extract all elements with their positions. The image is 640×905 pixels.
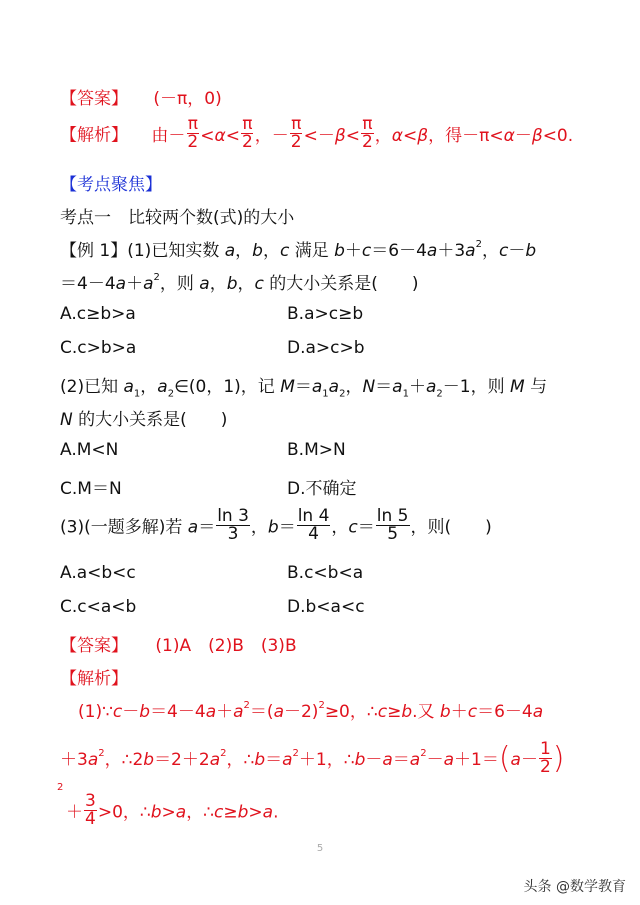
section-label: 【考点聚焦】 [60, 175, 162, 195]
q1-option-d: D.a>c>b [287, 338, 365, 358]
analysis-1-label: 【解析】 [60, 125, 128, 146]
answer-1-value: (－π，0) [153, 89, 222, 109]
watermark: 头条 @数学教育 [523, 879, 626, 895]
analysis-2-line1: $(1)\because c-b=4-4a+a^2=(a-2)^2\ge 0$，∴c≥b.又 b＋c＝6－4a [78, 700, 544, 722]
example-1-q2-line1: (2)已知 $a_1$，$a_2\in(0$，1)，记 $M=a_1a_2$，$N=a_1+a_2-1$，则 M 与 [60, 377, 548, 400]
example-1-q3: (3)(一题多解)若 a＝ $\frac{\ln 3}{3}$ ，b＝ $\frac{\ln 4}{4}$ ，c＝ $\frac{\ln 5}{5}$ ，则( ) [60, 506, 492, 544]
q1-option-c: C.c>b>a [60, 338, 137, 358]
q3-prefix: (3)(一题多解)若 [60, 517, 183, 538]
example-1-q2-line2: N 的大小关系是( ) [60, 410, 228, 430]
q1-option-a: A.c≥b>a [60, 304, 136, 324]
analysis-2-line3: ＋ $\frac{3}{4}$ >0，∴b>a，∴c≥b>a. [66, 791, 279, 829]
analysis-1-text: 由－ $\frac{\pi}{2}$ <α< $\frac{\pi}{2}$ ，－ $\frac{\pi}{2}$ <－β< $\frac{\pi}{2}$ ，α<β，得－π<α－β<0. [151, 114, 574, 152]
analysis-2-label: 【解析】 [60, 669, 128, 689]
q2-option-a: A.M<N [60, 440, 119, 460]
q1-option-b: B.a>c≥b [287, 304, 364, 324]
q2-option-b: B.M>N [287, 440, 346, 460]
example-1-q1-line2: $=4-4a+a^2$，则 a，b，c 的大小关系是( ) [60, 272, 419, 294]
page-number: 5 [316, 843, 324, 854]
answer-2 [60, 631, 297, 656]
analysis-1 [60, 114, 574, 153]
answer-2-label: 【答案】 [60, 636, 128, 656]
analysis-2-line2: $+3a^2$，$\therefore 2b=2+2a^2$，$\therefore b=a^2+1$，$\therefore b-a=a^2-a+1=(a-$ $\frac{1}{2}$ ) [60, 738, 565, 777]
answer-1-label: 【答案】 [60, 89, 128, 109]
q2-option-d: D.不确定 [287, 479, 357, 499]
q2-option-c: C.M＝N [60, 479, 122, 499]
example-1-q1-line1: 【例 1】(1)已知实数 a，b，c 满足 $b+c=6-4a+3a^2$，c－b [60, 239, 537, 261]
example-label: 【例 1】 [60, 241, 128, 261]
q3-option-d: D.b<a<c [287, 597, 365, 617]
q3-option-b: B.c<b<a [287, 563, 364, 583]
q3-option-c: C.c<a<b [60, 597, 137, 617]
q3-option-a: A.a<b<c [60, 563, 136, 583]
answer-1 [60, 84, 222, 109]
topic-heading: 考点一 比较两个数(式)的大小 [60, 208, 295, 228]
analysis-2-exp: 2 [57, 782, 64, 793]
answer-2-value: (1)A (2)B (3)B [155, 636, 297, 656]
